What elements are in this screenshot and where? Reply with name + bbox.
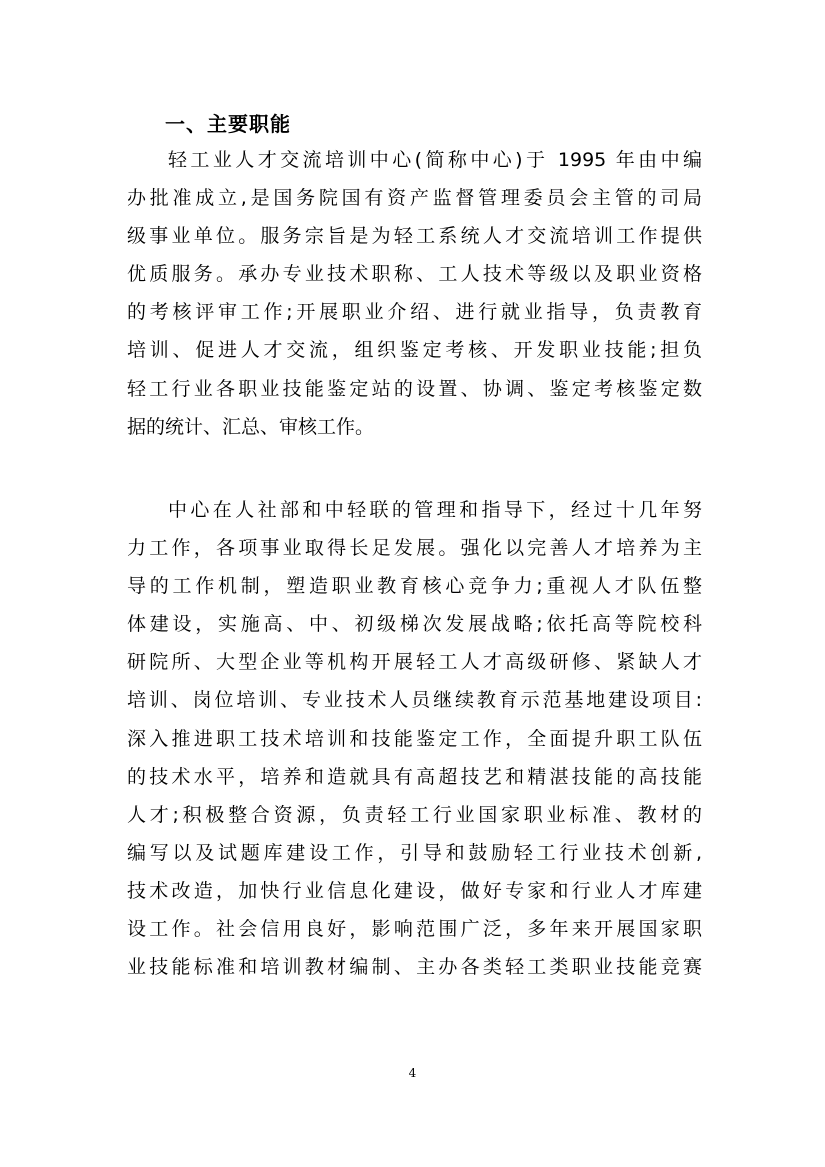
paragraph-line: 的技术水平，培养和造就具有高超技艺和精湛技能的高技能 — [127, 765, 702, 788]
page-number: 4 — [408, 1066, 417, 1080]
paragraph-line: 体建设，实施高、中、初级梯次发展战略;依托高等院校科 — [127, 613, 702, 636]
paragraph-line: 设工作。社会信用良好，影响范围广泛，多年来开展国家职 — [127, 918, 702, 941]
paragraph-line: 力工作，各项事业取得长足发展。强化以完善人才培养为主 — [127, 537, 702, 560]
paragraph-line: 轻工行业各职业技能鉴定站的设置、协调、鉴定考核鉴定数 — [127, 377, 702, 400]
section-heading: 一、主要职能 — [165, 112, 291, 136]
paragraph-line: 据的统计、汇总、审核工作。 — [127, 415, 375, 438]
paragraph-line: 深入推进职工技术培训和技能鉴定工作，全面提升职工队伍 — [127, 727, 702, 750]
paragraph-line: 技术改造，加快行业信息化建设，做好专家和行业人才库建 — [127, 879, 702, 902]
paragraph-line: 中心在人社部和中轻联的管理和指导下，经过十几年努 — [168, 499, 702, 521]
paragraph-line: 办批准成立,是国务院国有资产监督管理委员会主管的司局 — [127, 187, 702, 210]
paragraph-1 — [127, 141, 702, 446]
paragraph-line: 导的工作机制，塑造职业教育核心竞争力;重视人才队伍整 — [127, 575, 702, 598]
paragraph-line: 培训、促进人才交流，组织鉴定考核、开发职业技能;担负 — [127, 339, 702, 362]
paragraph-line: 业技能标准和培训教材编制、主办各类轻工类职业技能竞赛 — [127, 956, 702, 979]
paragraph-line: 研院所、大型企业等机构开展轻工人才高级研修、紧缺人才 — [127, 651, 702, 674]
paragraph-line: 人才;积极整合资源，负责轻工行业国家职业标准、教材的 — [127, 803, 702, 826]
paragraph-line: 级事业单位。服务宗旨是为轻工系统人才交流培训工作提供 — [127, 225, 702, 248]
paragraph-line: 轻工业人才交流培训中心(简称中心)于 1995 年由中编 — [168, 149, 702, 171]
paragraph-line: 优质服务。承办专业技术职称、工人技术等级以及职业资格 — [127, 263, 702, 286]
paragraph-line: 培训、岗位培训、专业技术人员继续教育示范基地建设项目: — [127, 689, 702, 712]
paragraph-line: 的考核评审工作;开展职业介绍、进行就业指导，负责教育 — [127, 301, 702, 324]
paragraph-line: 编写以及试题库建设工作，引导和鼓励轻工行业技术创新, — [127, 841, 702, 864]
paragraph-2 — [127, 491, 702, 986]
